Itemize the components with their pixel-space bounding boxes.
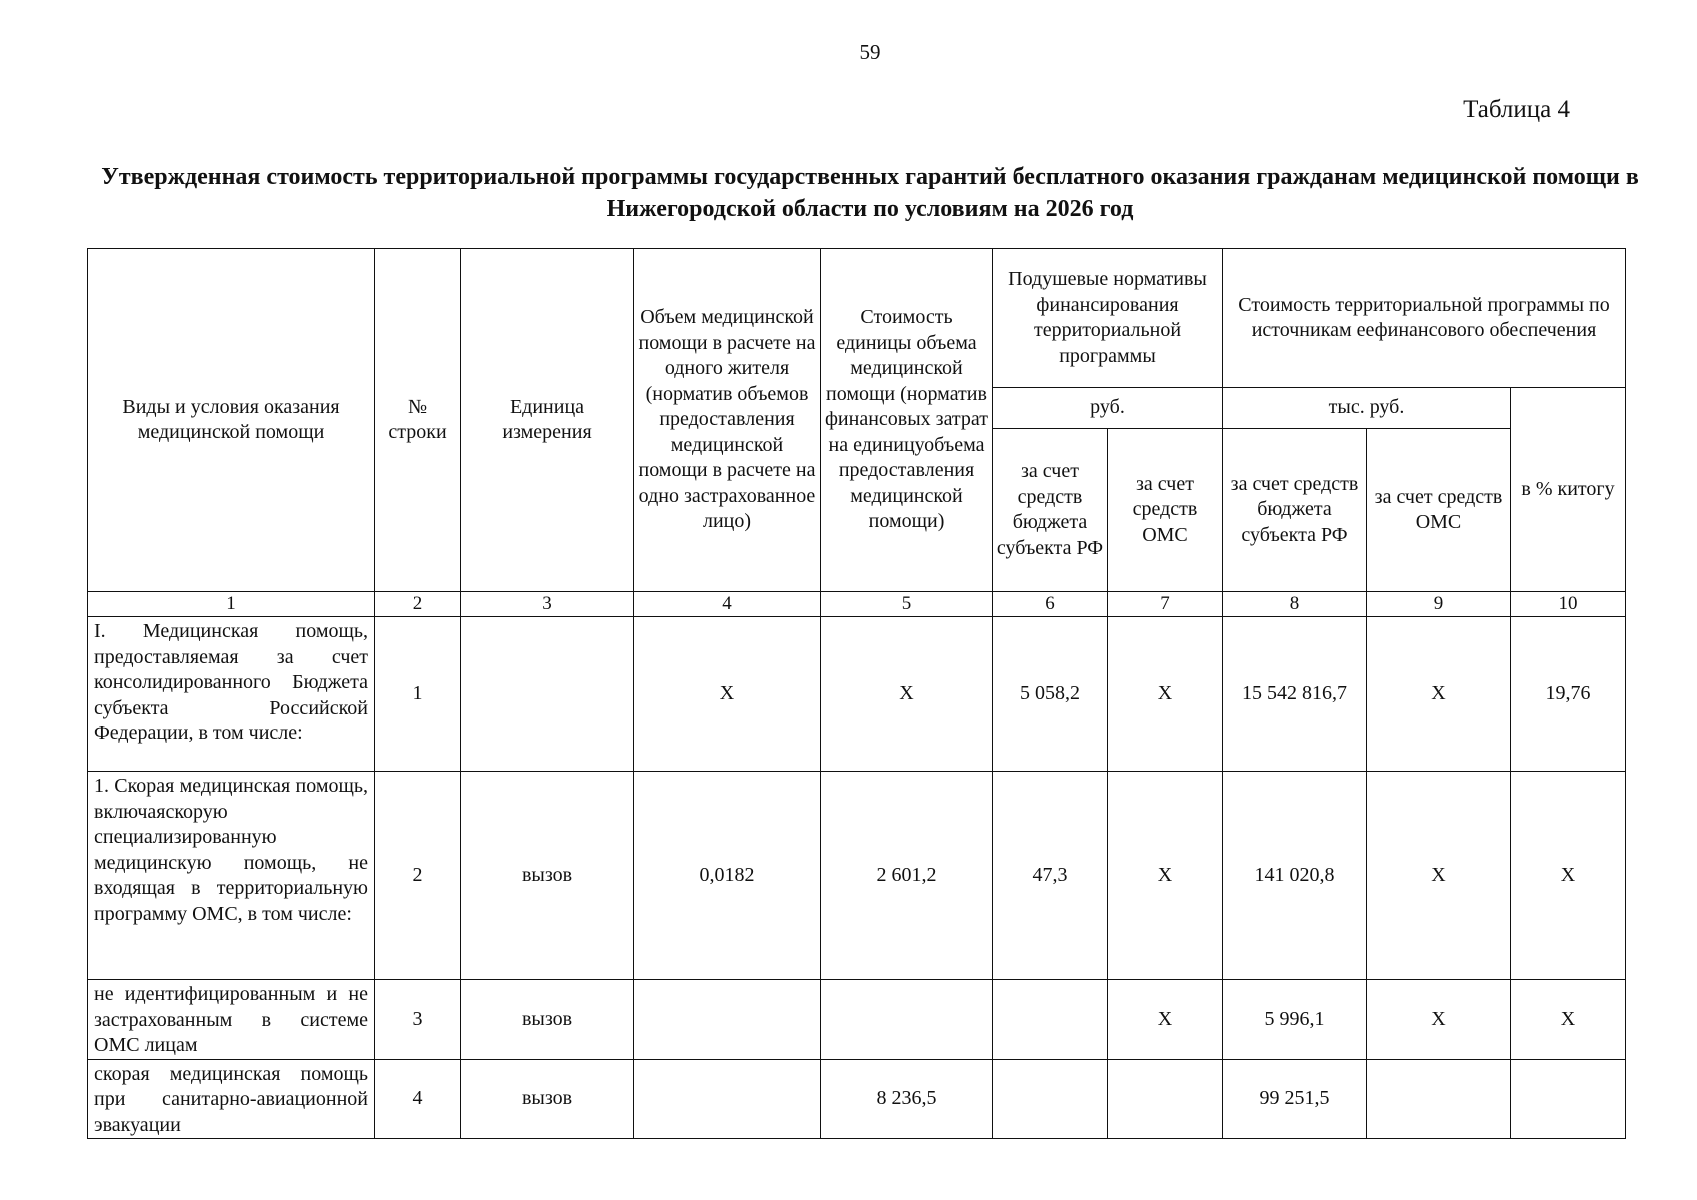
header-pc-oms: за счет средств ОМС [1108,429,1223,592]
row-pc-budget [993,980,1108,1060]
row-total-budget: 99 251,5 [1223,1059,1367,1139]
column-number: 7 [1108,592,1223,617]
table-row [88,617,1626,772]
column-number: 9 [1367,592,1511,617]
row-pc-oms: X [1108,980,1223,1060]
header-volume: Объем медицинской помощи в расчете на одного жителя (норматив объемов предоставления медицинской помощи в расчете на одно застрахованное лицо) [634,249,821,592]
column-number: 5 [821,592,993,617]
row-unit-cost: 8 236,5 [821,1059,993,1139]
row-line-number: 1 [375,617,461,772]
row-line-number: 2 [375,772,461,980]
column-number: 8 [1223,592,1367,617]
row-total-budget: 5 996,1 [1223,980,1367,1060]
row-total-budget: 141 020,8 [1223,772,1367,980]
table-label: Таблица 4 [1463,96,1570,123]
column-number: 6 [993,592,1108,617]
row-total-oms: X [1367,772,1511,980]
row-unit-cost [821,980,993,1060]
column-number: 2 [375,592,461,617]
row-percent: 19,76 [1511,617,1626,772]
header-total-budget: за счет средств бюджета субъекта РФ [1223,429,1367,592]
row-percent [1511,1059,1626,1139]
row-total-oms: X [1367,617,1511,772]
column-number: 10 [1511,592,1626,617]
row-pc-budget: 5 058,2 [993,617,1108,772]
table-row [88,772,1626,980]
row-unit [461,617,634,772]
document-title: Утвержденная стоимость территориальной программы государственных гарантий бесплатного оказания гражданам медицинской помощи в Нижегородской области по условиям на 2026 год [101,164,1639,222]
table-row [88,980,1626,1060]
row-line-number: 3 [375,980,461,1060]
row-pc-oms: X [1108,772,1223,980]
row-line-number: 4 [375,1059,461,1139]
header-unit-thousand-rub: тыс. руб. [1223,388,1511,429]
row-label: не идентифицированным и не застрахованным в системе ОМС лицам [88,980,375,1060]
column-number: 1 [88,592,375,617]
row-total-budget: 15 542 816,7 [1223,617,1367,772]
row-label: 1. Скорая медицинская помощь, включаяскорую специализированную медицинскую помощь, не входящая в территориальную программу ОМС, в том числе: [88,772,375,980]
row-volume: 0,0182 [634,772,821,980]
header-total-oms: за счет средств ОМС [1367,429,1511,592]
row-percent: X [1511,772,1626,980]
header-total-cost-group: Стоимость территориальной программы по источникам еефинансового обеспечения [1223,249,1626,388]
row-pc-oms [1108,1059,1223,1139]
page-number: 59 [859,40,881,64]
header-line-number: № строки [375,249,461,592]
row-total-oms [1367,1059,1511,1139]
row-unit: вызов [461,980,634,1060]
row-pc-oms: X [1108,617,1223,772]
header-per-capita-group: Подушевые нормативы финансирования территориальной программы [993,249,1223,388]
column-number: 3 [461,592,634,617]
row-total-oms: X [1367,980,1511,1060]
header-row-1 [88,249,1626,388]
row-unit: вызов [461,772,634,980]
row-unit-cost: 2 601,2 [821,772,993,980]
row-percent: X [1511,980,1626,1060]
header-percent: в % китогу [1511,388,1626,592]
row-unit: вызов [461,1059,634,1139]
row-volume [634,980,821,1060]
header-care-types: Виды и условия оказания медицинской помощи [88,249,375,592]
row-volume [634,1059,821,1139]
cost-table [87,248,1626,1139]
header-unit-cost: Стоимость единицы объема медицинской помощи (норматив финансовых затрат на единицуобъема предоставления медицинской помощи) [821,249,993,592]
column-number: 4 [634,592,821,617]
header-pc-budget: за счет средств бюджета субъекта РФ [993,429,1108,592]
row-pc-budget [993,1059,1108,1139]
row-pc-budget: 47,3 [993,772,1108,980]
row-label: I. Медицинская помощь, предоставляемая за счет консолидированного Бюджета субъекта Российской Федерации, в том числе: [88,617,375,772]
header-unit: Единица измерения [461,249,634,592]
column-number-row [88,592,1626,617]
header-unit-rub: руб. [993,388,1223,429]
row-label: скорая медицинская помощь при санитарно-авиационной эвакуации [88,1059,375,1139]
row-volume: X [634,617,821,772]
row-unit-cost: X [821,617,993,772]
table-row [88,1059,1626,1139]
